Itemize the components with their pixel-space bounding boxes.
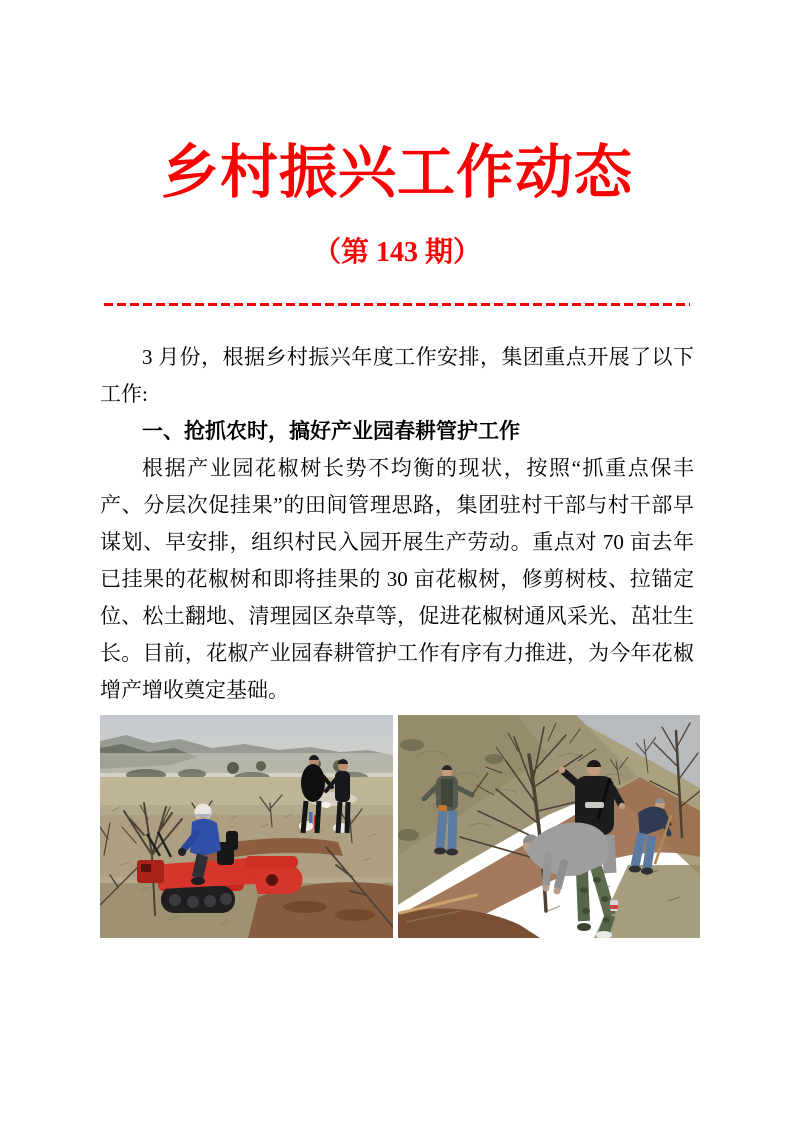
intro-paragraph: 3 月份，根据乡村振兴年度工作安排，集团重点开展了以下工作: <box>100 345 694 406</box>
photo-row <box>100 715 700 938</box>
section1-body: 根据产业园花椒树长势不均衡的现状，按照“抓重点保丰产、分层次促挂果”的田间管理思路，集团驻村干部与村干部早谋划、早安排，组织村民入园开展生产劳动。重点对 70 亩去年已挂果的花椒树和即将挂果的 30 亩花椒树，修剪树枝、拉锚定位、松土翻地、清理园区杂草等，促进花椒树通风采光、茁壮生长。目前，花椒产业园春耕管护工作有序有力推进，为今年花椒增产增收奠定基础。 <box>100 456 694 702</box>
photo-hillside-tree-pruning <box>398 715 700 938</box>
section1-heading: 一、抢抓农时，搞好产业园春耕管护工作 <box>142 420 520 443</box>
issue-number: （第 143 期） <box>312 237 481 268</box>
dashed-divider <box>104 303 690 306</box>
body-content <box>100 339 694 709</box>
page-title: 乡村振兴工作动态 <box>160 140 633 205</box>
photo-red-tiller-in-orchard <box>100 715 393 938</box>
